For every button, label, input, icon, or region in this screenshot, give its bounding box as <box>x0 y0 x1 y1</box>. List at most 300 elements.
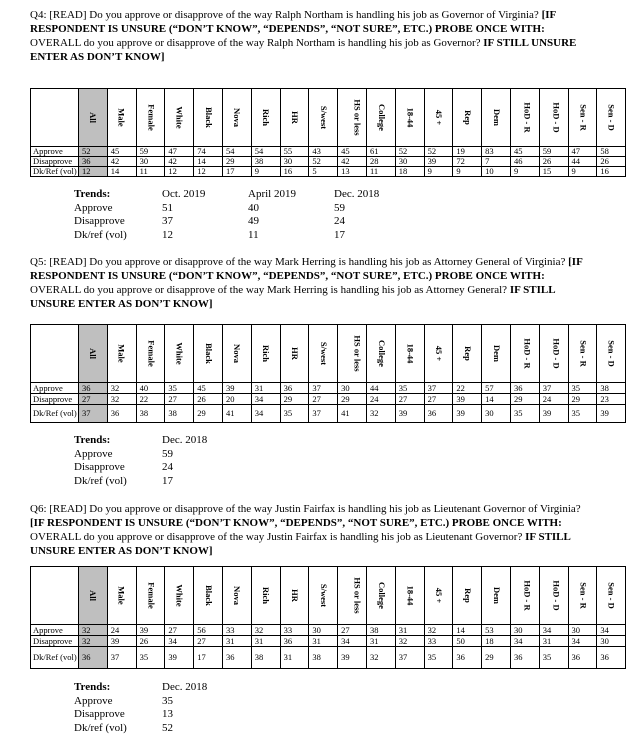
value-cell: 45 <box>510 147 539 157</box>
value-cell: 37 <box>424 383 453 394</box>
column-header-label: Nova <box>232 344 243 363</box>
trends-header-row <box>74 681 248 695</box>
column-header <box>338 325 367 383</box>
trends-title: Trends: <box>74 188 111 200</box>
column-header-label: Sen - D <box>607 582 618 609</box>
value-cell: 45 <box>107 147 136 157</box>
trends-row-label: Dk/ref (vol) <box>74 228 127 241</box>
value-cell: 33 <box>222 625 251 636</box>
header-row <box>31 325 626 383</box>
column-header <box>453 567 482 625</box>
value-cell: 40 <box>136 383 165 394</box>
value-cell: 35 <box>568 383 597 394</box>
corner-cell <box>31 325 79 383</box>
column-header-label: Dem <box>491 109 502 126</box>
value-cell: 74 <box>194 147 223 157</box>
column-header-label: College <box>376 582 387 609</box>
value-cell: 27 <box>424 394 453 405</box>
q5-trends <box>74 434 248 488</box>
column-header <box>79 567 108 625</box>
value-cell: 32 <box>395 636 424 647</box>
value-cell: 41 <box>222 405 251 423</box>
trends-value: 24 <box>162 461 173 473</box>
value-cell: 39 <box>539 405 568 423</box>
column-header-label: 45 + <box>433 345 444 362</box>
value-cell: 55 <box>280 147 309 157</box>
column-header-label: College <box>376 104 387 131</box>
value-cell: 31 <box>395 625 424 636</box>
value-cell: 31 <box>539 636 568 647</box>
value-cell: 17 <box>194 647 223 669</box>
trends-row <box>74 215 420 229</box>
value-cell: 46 <box>510 157 539 167</box>
column-header-label: Dem <box>491 345 502 362</box>
value-cell: 9 <box>424 167 453 177</box>
column-header-label: Sen - D <box>607 340 618 367</box>
column-header-label: Sen - R <box>578 104 589 131</box>
value-cell: 37 <box>309 405 338 423</box>
column-header-label: Dem <box>491 587 502 604</box>
value-cell: 36 <box>222 647 251 669</box>
value-cell: 22 <box>453 383 482 394</box>
value-cell: 24 <box>107 625 136 636</box>
column-header <box>424 89 453 147</box>
value-cell: 43 <box>309 147 338 157</box>
value-cell: 29 <box>510 394 539 405</box>
value-cell: 12 <box>165 167 194 177</box>
trends-row-label: Disapprove <box>74 215 125 227</box>
value-cell: 31 <box>251 383 280 394</box>
value-cell: 37 <box>539 383 568 394</box>
value-cell: 39 <box>597 405 626 423</box>
value-cell: 26 <box>194 394 223 405</box>
value-cell: 26 <box>539 157 568 167</box>
value-cell: 54 <box>222 147 251 157</box>
value-cell: 34 <box>338 636 367 647</box>
trends-row <box>74 708 248 722</box>
q6-text2: OVERALL do you approve or disapprove of the way Justin Fairfax is handling his job as Lieutenant Governor? <box>30 531 526 543</box>
value-cell: 24 <box>539 394 568 405</box>
value-cell: 29 <box>194 405 223 423</box>
column-header-label: Black <box>203 585 214 606</box>
value-cell: 56 <box>194 625 223 636</box>
value-cell: 27 <box>194 636 223 647</box>
row-label: Dk/Ref (vol) <box>31 647 79 669</box>
table-row <box>31 636 626 647</box>
column-header <box>453 89 482 147</box>
column-header-label: 18-44 <box>405 343 416 364</box>
value-cell: 39 <box>165 647 194 669</box>
corner-cell <box>31 89 79 147</box>
value-cell: 14 <box>482 394 511 405</box>
column-header-label: Sen - R <box>578 340 589 367</box>
value-cell: 57 <box>482 383 511 394</box>
column-header-label: 45 + <box>433 109 444 126</box>
value-cell: 37 <box>107 647 136 669</box>
value-cell: 36 <box>79 647 108 669</box>
table-row <box>31 383 626 394</box>
value-cell: 34 <box>251 405 280 423</box>
value-cell: 38 <box>251 157 280 167</box>
value-cell: 36 <box>510 383 539 394</box>
q6-instruction: IF STILL UNSURE ENTER AS DON’T KNOW] <box>30 531 571 557</box>
column-header-label: 18-44 <box>405 107 416 128</box>
table-row <box>31 405 626 423</box>
value-cell: 14 <box>194 157 223 167</box>
q4-trends <box>74 188 420 242</box>
column-header <box>107 567 136 625</box>
column-header <box>251 89 280 147</box>
column-header <box>482 325 511 383</box>
value-cell: 9 <box>568 167 597 177</box>
column-header <box>222 89 251 147</box>
value-cell: 34 <box>251 394 280 405</box>
column-header <box>597 567 626 625</box>
column-header-label: S/west <box>318 105 329 130</box>
column-header-label: White <box>174 342 185 365</box>
value-cell: 23 <box>597 394 626 405</box>
column-header <box>395 325 424 383</box>
value-cell: 42 <box>165 157 194 167</box>
column-header <box>338 567 367 625</box>
q6-question <box>30 502 596 558</box>
column-header <box>568 325 597 383</box>
trends-row <box>74 722 248 736</box>
value-cell: 14 <box>453 625 482 636</box>
value-cell: 28 <box>366 157 395 167</box>
value-cell: 38 <box>251 647 280 669</box>
value-cell: 42 <box>107 157 136 167</box>
value-cell: 38 <box>165 405 194 423</box>
value-cell: 18 <box>482 636 511 647</box>
column-header <box>136 325 165 383</box>
value-cell: 5 <box>309 167 338 177</box>
column-header-label: White <box>174 584 185 607</box>
row-label: Approve <box>31 147 79 157</box>
value-cell: 36 <box>424 405 453 423</box>
column-header-label: Rep <box>462 346 473 361</box>
value-cell: 34 <box>568 636 597 647</box>
value-cell: 26 <box>136 636 165 647</box>
value-cell: 24 <box>366 394 395 405</box>
value-cell: 27 <box>165 625 194 636</box>
value-cell: 41 <box>338 405 367 423</box>
column-header-label: HR <box>289 589 300 602</box>
q6-trends <box>74 681 248 735</box>
column-header-label: Rep <box>462 110 473 125</box>
trends-row-label: Approve <box>74 694 113 707</box>
column-header-label: Rich <box>261 345 272 362</box>
value-cell: 29 <box>338 394 367 405</box>
table-row <box>31 147 626 157</box>
header-row <box>31 567 626 625</box>
value-cell: 32 <box>107 383 136 394</box>
column-header-label: All <box>88 348 99 359</box>
value-cell: 18 <box>395 167 424 177</box>
trends-row <box>74 448 248 462</box>
value-cell: 83 <box>482 147 511 157</box>
value-cell: 38 <box>597 383 626 394</box>
value-cell: 30 <box>395 157 424 167</box>
value-cell: 39 <box>338 647 367 669</box>
column-header-label: HoD - R <box>522 580 533 611</box>
q5-text2: OVERALL do you approve or disapprove of the way Mark Herring is handling his job as Attorney General? <box>30 284 510 296</box>
value-cell: 35 <box>568 405 597 423</box>
trends-row <box>74 475 248 489</box>
column-header <box>280 567 309 625</box>
column-header <box>194 89 223 147</box>
value-cell: 30 <box>338 383 367 394</box>
column-header-label: Nova <box>232 108 243 127</box>
value-cell: 13 <box>338 167 367 177</box>
value-cell: 9 <box>251 167 280 177</box>
value-cell: 45 <box>338 147 367 157</box>
value-cell: 39 <box>424 157 453 167</box>
column-header <box>136 567 165 625</box>
value-cell: 37 <box>309 383 338 394</box>
trends-value: 12 <box>162 228 173 241</box>
trends-value: 37 <box>162 215 173 227</box>
header-row <box>31 89 626 147</box>
q5-text: Q5: [READ] Do you approve or disapprove of the way Mark Herring is handling his job as Attorney General of Virginia? <box>30 256 569 268</box>
value-cell: 36 <box>280 383 309 394</box>
value-cell: 16 <box>280 167 309 177</box>
value-cell: 59 <box>136 147 165 157</box>
value-cell: 36 <box>510 647 539 669</box>
column-header-label: HR <box>289 347 300 360</box>
column-header <box>568 89 597 147</box>
column-header <box>568 567 597 625</box>
column-header <box>251 567 280 625</box>
value-cell: 11 <box>136 167 165 177</box>
value-cell: 32 <box>79 625 108 636</box>
value-cell: 7 <box>482 157 511 167</box>
trends-row <box>74 202 420 216</box>
value-cell: 33 <box>424 636 453 647</box>
value-cell: 29 <box>568 394 597 405</box>
value-cell: 37 <box>79 405 108 423</box>
value-cell: 27 <box>79 394 108 405</box>
row-label: Dk/Ref (vol) <box>31 405 79 423</box>
trends-column-head: Dec. 2018 <box>334 188 380 200</box>
value-cell: 32 <box>424 625 453 636</box>
column-header <box>309 89 338 147</box>
value-cell: 36 <box>280 636 309 647</box>
column-header-label: Male <box>117 586 128 605</box>
q4-text: Q4: [READ] Do you approve or disapprove of the way Ralph Northam is handling his job as Governor of Virginia? <box>30 9 542 21</box>
value-cell: 20 <box>222 394 251 405</box>
value-cell: 27 <box>165 394 194 405</box>
trends-value: 49 <box>248 215 259 227</box>
value-cell: 35 <box>395 383 424 394</box>
column-header <box>309 325 338 383</box>
trends-column-head: April 2019 <box>248 188 296 200</box>
column-header <box>366 567 395 625</box>
column-header-label: 45 + <box>433 587 444 604</box>
value-cell: 30 <box>280 157 309 167</box>
column-header <box>79 89 108 147</box>
column-header <box>165 567 194 625</box>
column-header-label: Male <box>117 108 128 127</box>
trends-value: 40 <box>248 201 259 214</box>
value-cell: 34 <box>539 625 568 636</box>
trends-row <box>74 695 248 709</box>
value-cell: 17 <box>222 167 251 177</box>
column-header-label: S/west <box>318 341 329 366</box>
value-cell: 16 <box>597 167 626 177</box>
q6-crosstab <box>30 566 626 669</box>
trends-row-label: Disapprove <box>74 708 125 720</box>
value-cell: 30 <box>510 625 539 636</box>
value-cell: 34 <box>165 636 194 647</box>
q4-text2: OVERALL do you approve or disapprove of the way Ralph Northam is handling his job as Governor? <box>30 37 484 49</box>
row-label: Disapprove <box>31 636 79 647</box>
value-cell: 11 <box>366 167 395 177</box>
column-header-label: All <box>88 112 99 123</box>
value-cell: 32 <box>107 394 136 405</box>
column-header-label: HR <box>289 111 300 124</box>
column-header <box>107 325 136 383</box>
column-header-label: HS or less <box>352 335 363 372</box>
value-cell: 39 <box>136 625 165 636</box>
value-cell: 31 <box>222 636 251 647</box>
column-header <box>366 89 395 147</box>
value-cell: 53 <box>482 625 511 636</box>
value-cell: 30 <box>597 636 626 647</box>
value-cell: 35 <box>424 647 453 669</box>
value-cell: 27 <box>395 394 424 405</box>
trends-row <box>74 229 420 243</box>
column-header <box>136 89 165 147</box>
column-header <box>280 89 309 147</box>
trends-value: 51 <box>162 201 173 214</box>
value-cell: 30 <box>309 625 338 636</box>
q5-question <box>30 255 596 311</box>
column-header-label: Rich <box>261 109 272 126</box>
value-cell: 59 <box>539 147 568 157</box>
column-header <box>510 325 539 383</box>
trends-value: 35 <box>162 694 173 707</box>
trends-column-head: Dec. 2018 <box>162 681 208 693</box>
table-row <box>31 625 626 636</box>
column-header <box>597 325 626 383</box>
trends-title: Trends: <box>74 434 111 446</box>
value-cell: 39 <box>453 394 482 405</box>
q4-crosstab <box>30 88 626 177</box>
column-header <box>395 89 424 147</box>
q5-crosstab <box>30 324 626 423</box>
q6-probe: [IF RESPONDENT IS UNSURE (“DON’T KNOW”, “DEPENDS”, “NOT SURE”, ETC.) PROBE ONCE WITH: <box>30 517 562 529</box>
column-header-label: 18-44 <box>405 585 416 606</box>
column-header <box>280 325 309 383</box>
q5-probe: [IF RESPONDENT IS UNSURE (“DON’T KNOW”, “DEPENDS”, “NOT SURE”, ETC.) PROBE ONCE WITH: <box>30 256 583 282</box>
column-header <box>222 325 251 383</box>
column-header <box>510 567 539 625</box>
column-header-label: Female <box>146 340 157 367</box>
value-cell: 38 <box>136 405 165 423</box>
trends-header-row <box>74 434 248 448</box>
column-header-label: Black <box>203 107 214 128</box>
trends-row-label: Approve <box>74 201 113 214</box>
trends-value: 11 <box>248 228 259 241</box>
corner-cell <box>31 567 79 625</box>
trends-row-label: Approve <box>74 447 113 460</box>
value-cell: 29 <box>280 394 309 405</box>
column-header <box>395 567 424 625</box>
column-header <box>194 567 223 625</box>
column-header-label: HoD - D <box>551 580 562 611</box>
value-cell: 61 <box>366 147 395 157</box>
trends-value: 59 <box>334 201 345 214</box>
value-cell: 35 <box>539 647 568 669</box>
column-header <box>165 325 194 383</box>
value-cell: 45 <box>194 383 223 394</box>
value-cell: 44 <box>568 157 597 167</box>
value-cell: 39 <box>453 405 482 423</box>
value-cell: 36 <box>453 647 482 669</box>
column-header <box>222 567 251 625</box>
value-cell: 52 <box>309 157 338 167</box>
value-cell: 42 <box>338 157 367 167</box>
column-header <box>510 89 539 147</box>
column-header-label: Female <box>146 582 157 609</box>
value-cell: 30 <box>136 157 165 167</box>
column-header-label: Rich <box>261 587 272 604</box>
trends-column-head: Dec. 2018 <box>162 434 208 446</box>
value-cell: 14 <box>107 167 136 177</box>
column-header-label: HS or less <box>352 99 363 136</box>
column-header <box>309 567 338 625</box>
value-cell: 36 <box>568 647 597 669</box>
value-cell: 35 <box>136 647 165 669</box>
value-cell: 47 <box>165 147 194 157</box>
value-cell: 37 <box>395 647 424 669</box>
column-header-label: HS or less <box>352 577 363 614</box>
value-cell: 27 <box>309 394 338 405</box>
trends-title: Trends: <box>74 681 111 693</box>
column-header-label: Female <box>146 104 157 131</box>
column-header-label: Black <box>203 343 214 364</box>
column-header-label: Male <box>117 344 128 363</box>
column-header <box>482 567 511 625</box>
value-cell: 31 <box>309 636 338 647</box>
column-header <box>424 567 453 625</box>
value-cell: 32 <box>366 405 395 423</box>
value-cell: 52 <box>79 147 108 157</box>
value-cell: 29 <box>222 157 251 167</box>
value-cell: 32 <box>79 636 108 647</box>
value-cell: 27 <box>338 625 367 636</box>
value-cell: 30 <box>482 405 511 423</box>
column-header <box>79 325 108 383</box>
value-cell: 32 <box>366 647 395 669</box>
column-header <box>453 325 482 383</box>
value-cell: 39 <box>222 383 251 394</box>
column-header <box>251 325 280 383</box>
value-cell: 39 <box>107 636 136 647</box>
q4-probe: [IF RESPONDENT IS UNSURE (“DON’T KNOW”, “DEPENDS”, “NOT SURE”, ETC.) PROBE ONCE WITH: <box>30 9 556 35</box>
column-header <box>338 89 367 147</box>
trends-value: 17 <box>334 228 345 241</box>
value-cell: 36 <box>79 157 108 167</box>
table-row <box>31 157 626 167</box>
column-header-label: HoD - D <box>551 338 562 369</box>
q5-instruction: IF STILL UNSURE ENTER AS DON’T KNOW] <box>30 284 555 310</box>
row-label: Disapprove <box>31 157 79 167</box>
value-cell: 72 <box>453 157 482 167</box>
value-cell: 26 <box>597 157 626 167</box>
value-cell: 33 <box>280 625 309 636</box>
